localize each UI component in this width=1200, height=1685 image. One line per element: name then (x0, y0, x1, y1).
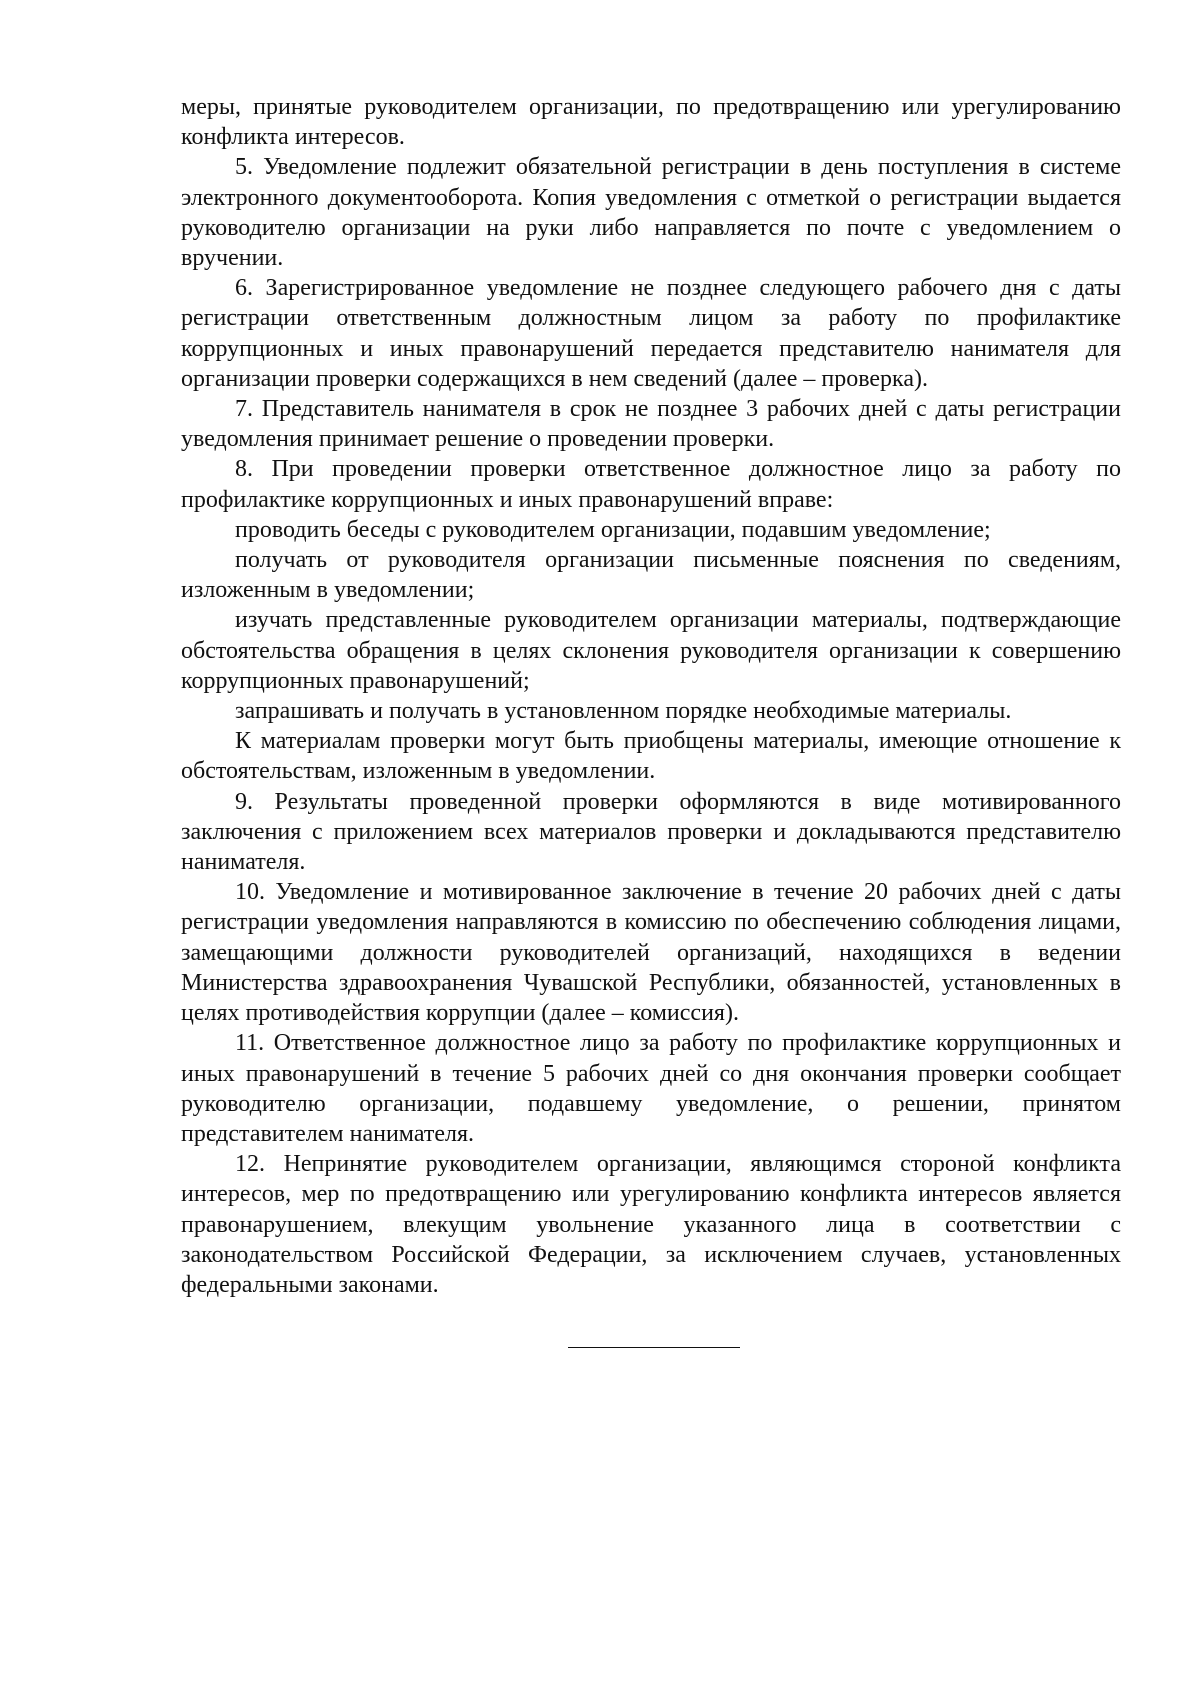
paragraph-item-8: 8. При проведении проверки ответственное должностное лицо за работу по профилактике коррупционных и иных правонарушений вправе: (181, 456, 1121, 513)
paragraph-item-7: 7. Представитель нанимателя в срок не позднее 3 рабочих дней с даты регистрации уведомления принимает решение о проведении проверки. (181, 396, 1121, 453)
paragraph-item-6: 6. Зарегистрированное уведомление не позднее следующего рабочего дня с даты регистрации ответственным должностным лицом за работу по профилактике коррупционных и иных правонарушений передается представителю нанимателя для организации проверки содержащихся в нем сведений (далее – проверка). (181, 275, 1121, 392)
paragraph-materials-attachment: К материалам проверки могут быть приобщены материалы, имеющие отношение к обстоятельствам, изложенным в уведомлении. (181, 728, 1121, 785)
paragraph-subitem-materials-study: изучать представленные руководителем организации материалы, подтверждающие обстоятельства обращения в целях склонения руководителя организации к совершению коррупционных правонарушений; (181, 607, 1121, 694)
paragraph-subitem-conversations: проводить беседы с руководителем организации, подавшим уведомление; (235, 516, 991, 543)
end-of-document-rule (568, 1347, 740, 1348)
paragraph-subitem-materials-request: запрашивать и получать в установленном порядке необходимые материалы. (235, 698, 1012, 725)
document-body (181, 92, 1121, 1300)
paragraph-item-5: 5. Уведомление подлежит обязательной регистрации в день поступления в системе электронного документооборота. Копия уведомления с отметкой о регистрации выдается руководителю организации на руки либо направляется по почте с уведомлением о вручении. (181, 154, 1121, 272)
paragraph-item-12: 12. Непринятие руководителем организации, являющимся стороной конфликта интересов, мер по предотвращению или урегулированию конфликта интересов является правонарушением, влекущим увольнение указанного лица в соответствии с законодательством Российской Федерации, за исключением случаев, установленных федеральными законами. (181, 1151, 1121, 1298)
paragraph-item-9: 9. Результаты проведенной проверки оформляются в виде мотивированного заключения с приложением всех материалов проверки и докладываются представителю нанимателя. (181, 788, 1121, 876)
paragraph-item-11: 11. Ответственное должностное лицо за работу по профилактике коррупционных и иных правонарушений в течение 5 рабочих дней со дня окончания проверки сообщает руководителю организации, подавшему уведомление, о решении, принятом представителем нанимателя. (181, 1030, 1121, 1147)
paragraph-subitem-explanations: получать от руководителя организации письменные пояснения по сведениям, изложенным в уведомлении; (181, 547, 1121, 604)
paragraph-continuation: меры, принятые руководителем организации, по предотвращению или урегулированию конфликта интересов. (181, 94, 1121, 151)
paragraph-item-10: 10. Уведомление и мотивированное заключение в течение 20 рабочих дней с даты регистрации уведомления направляются в комиссию по обеспечению соблюдения лицами, замещающими должности руководителей организаций, находящихся в ведении Министерства здравоохранения Чувашской Республики, обязанностей, установленных в целях противодействия коррупции (далее – комиссия). (181, 879, 1121, 1027)
